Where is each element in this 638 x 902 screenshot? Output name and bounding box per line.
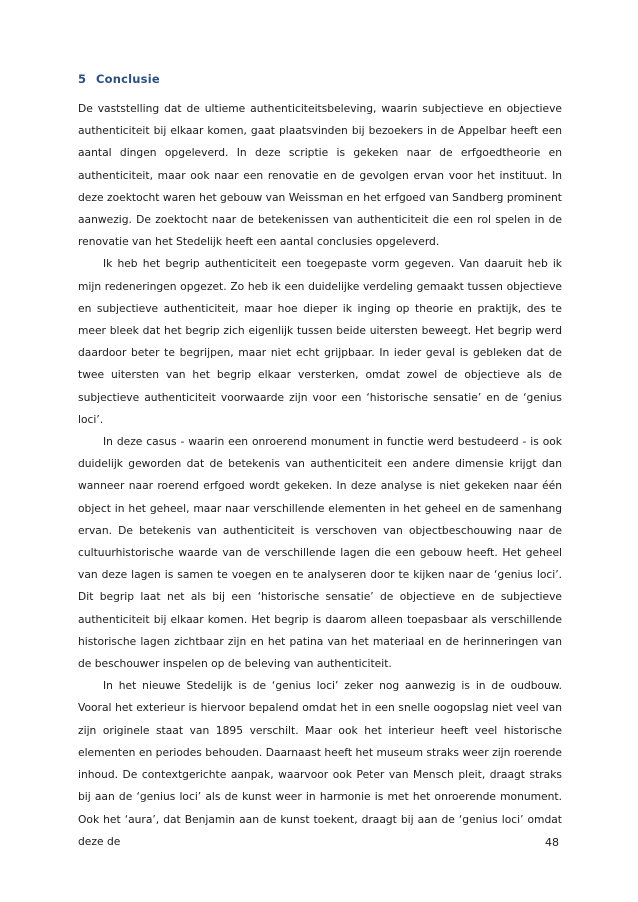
section-heading — [78, 72, 160, 86]
body-text — [78, 98, 562, 853]
paragraph-4: In het nieuwe Stedelijk is de ‘genius loci’ zeker nog aanwezig is in de oudbouw. Vooral het exterieur is hiervoor bepalend omdat het in een snelle oogopslag niet veel van zijn originele staat van 1895 verschilt. Maar ook het interieur heeft veel historische elementen en periodes behouden. Daarnaast heeft het museum straks weer zijn roerende inhoud. De contextgerichte aanpak, waarvoor ook Peter van Mensch pleit, draagt straks bij aan de ‘genius loci’ als de kunst weer in harmonie is met het onroerende monument. Ook het ‘aura’, dat Benjamin aan de kunst toekent, draagt bij aan de ‘genius loci’ omdat deze de — [78, 679, 562, 848]
section-number: 5 — [78, 72, 87, 86]
paragraph-2: Ik heb het begrip authenticiteit een toegepaste vorm gegeven. Van daaruit heb ik mijn redeneringen opgezet. Zo heb ik een duidelijke verdeling gemaakt tussen objectieve en subjectieve authenticiteit, maar hoe dieper ik inging op theorie en praktijk, des te meer bleek dat het begrip zich eigenlijk tussen beide uitersten beweegt. Het begrip werd daardoor beter te begrijpen, maar niet echt grijpbaar. In ieder geval is gebleken dat de twee uitersten van het begrip elkaar versterken, omdat zowel de objectieve als de subjectieve authenticiteit voorwaarde zijn voor een ‘historische sensatie’ en de ‘genius loci’. — [78, 257, 562, 426]
page-number: 48 — [545, 836, 559, 849]
paragraph-3: In deze casus - waarin een onroerend monument in functie werd bestudeerd - is ook duidelijk geworden dat de betekenis van authenticiteit een andere dimensie krijgt dan wanneer naar roerend erfgoed wordt gekeken. In deze analyse is niet gekeken naar één object in het geheel, maar naar verschillende elementen in het geheel en de samenhang ervan. De betekenis van authenticiteit is verschoven van objectbeschouwing naar de cultuurhistorische waarde van de verschillende lagen die een gebouw heeft. Het geheel van deze lagen is samen te voegen en te analyseren door te kijken naar de ‘genius loci’. Dit begrip laat net als bij een ‘historische sensatie’ de objectieve en de subjectieve authenticiteit bij elkaar komen. Het begrip is daarom alleen toepasbaar als verschillende historische lagen zichtbaar zijn en het patina van het materiaal en de herinneringen van de beschouwer inspelen op de beleving van authenticiteit. — [78, 435, 562, 671]
paragraph-1: De vaststelling dat de ultieme authenticiteitsbeleving, waarin subjectieve en objectieve authenticiteit bij elkaar komen, gaat plaatsvinden bij bezoekers in de Appelbar heeft een aantal dingen opgeleverd. In deze scriptie is gekeken naar de erfgoedtheorie en authenticiteit, maar ook naar een renovatie en de gevolgen ervan voor het instituut. In deze zoektocht waren het gebouw van Weissman en het erfgoed van Sandberg prominent aanwezig. De zoektocht naar de betekenissen van authenticiteit die een rol spelen in de renovatie van het Stedelijk heeft een aantal conclusies opgeleverd. — [78, 102, 562, 249]
section-title: Conclusie — [96, 72, 160, 86]
